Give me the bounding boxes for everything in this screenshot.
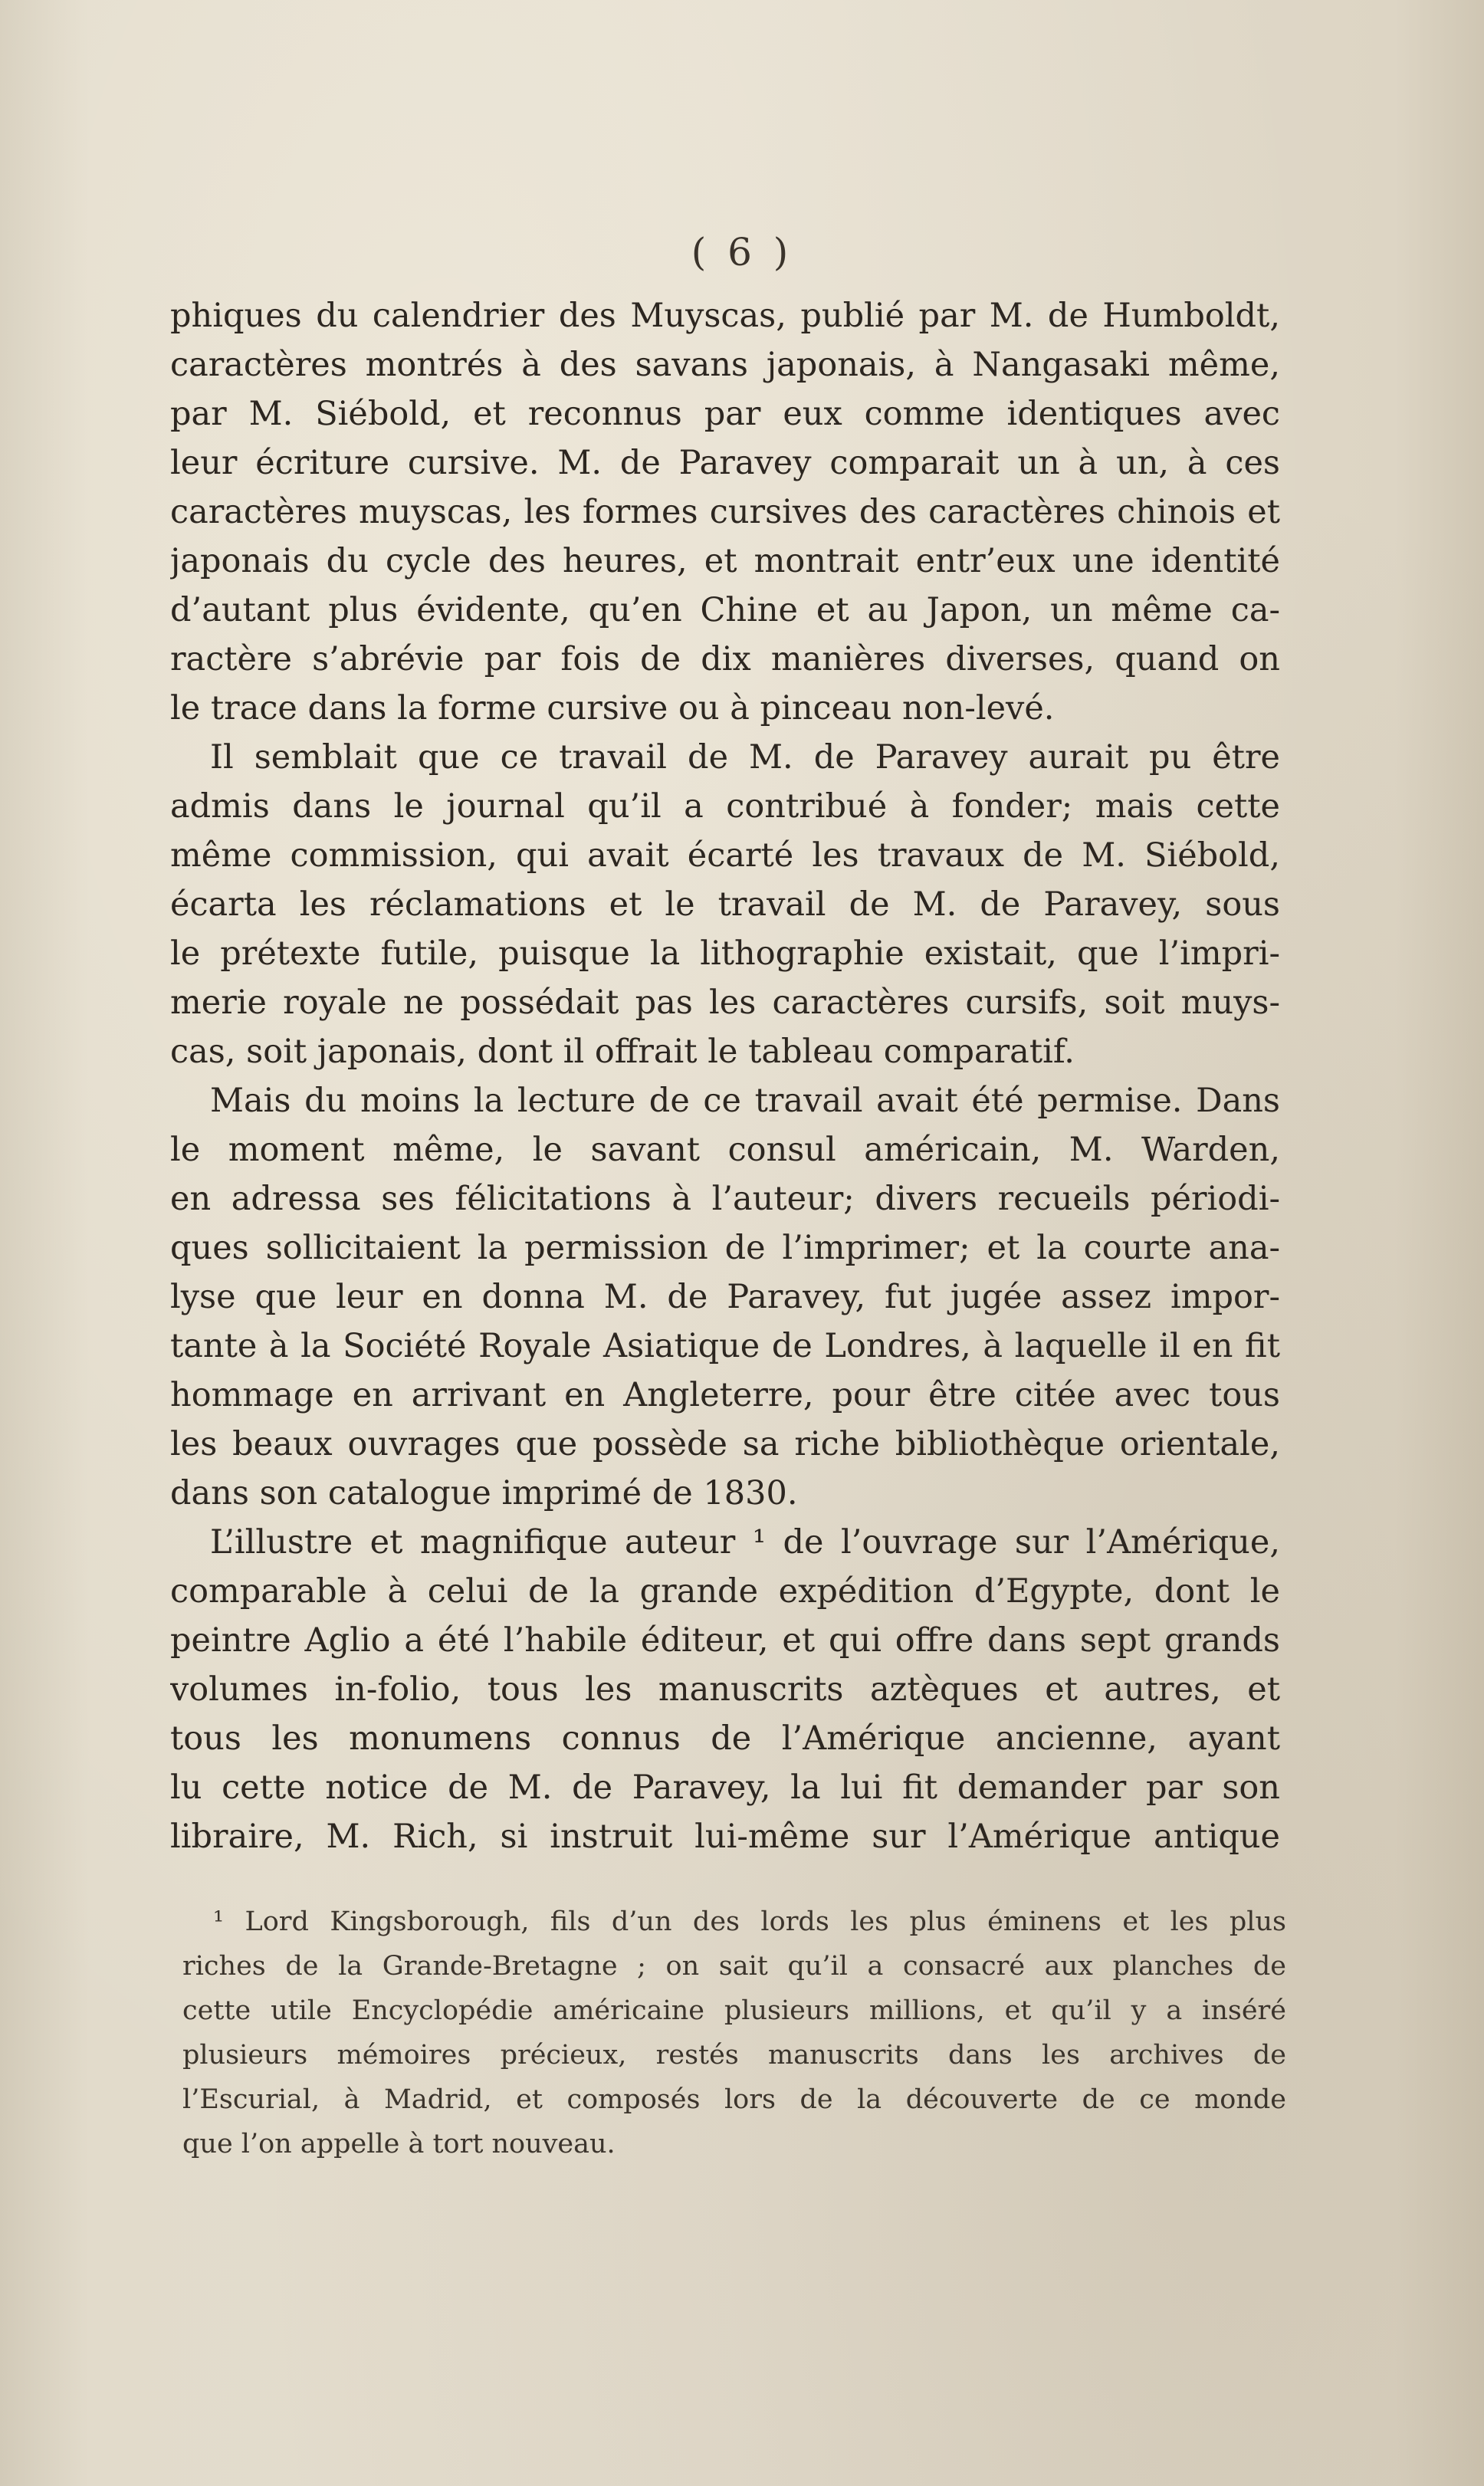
text-line: ques sollicitaient la permission de l’imprimer; et la courte ana-	[170, 1229, 1280, 1267]
text-line: lu cette notice de M. de Paravey, la lui fit demander par son	[170, 1768, 1280, 1807]
text-line: même commission, qui avait écarté les travaux de M. Siébold,	[170, 836, 1280, 875]
body-text	[170, 291, 1280, 1861]
text-line: cas, soit japonais, dont il offrait le tableau comparatif.	[170, 1033, 1075, 1071]
text-line: phiques du calendrier des Muyscas, publié par M. de Humboldt,	[170, 297, 1280, 335]
paragraph-start-line: L’illustre et magnifique auteur ¹ de l’ouvrage sur l’Amérique,	[210, 1523, 1280, 1562]
text-line: japonais du cycle des heures, et montrait entr’eux une identité	[170, 542, 1280, 580]
text-line: par M. Siébold, et reconnus par eux comme identiques avec	[170, 395, 1280, 433]
text-line: hommage en arrivant en Angleterre, pour être citée avec tous	[170, 1376, 1280, 1414]
footnote-line: que l’on appelle à tort nouveau.	[182, 2129, 616, 2159]
text-line: tous les monumens connus de l’Amérique ancienne, ayant	[170, 1719, 1280, 1758]
text-line: dans son catalogue imprimé de 1830.	[170, 1474, 798, 1512]
paragraph-start-line: Mais du moins la lecture de ce travail avait été permise. Dans	[210, 1082, 1280, 1120]
text-line: écarta les réclamations et le travail de M. de Paravey, sous	[170, 885, 1280, 924]
text-line: peintre Aglio a été l’habile éditeur, et qui offre dans sept grands	[170, 1621, 1280, 1660]
footnote-line: plusieurs mémoires précieux, restés manuscrits dans les archives de	[182, 2040, 1286, 2071]
page-number: ( 6 )	[691, 230, 793, 274]
text-line: le prétexte futile, puisque la lithographie existait, que l’impri-	[170, 934, 1280, 973]
text-line: admis dans le journal qu’il a contribué à fonder; mais cette	[170, 787, 1280, 826]
footnote-line: ¹ Lord Kingsborough, fils d’un des lords les plus éminens et les plus	[213, 1906, 1286, 1937]
text-line: caractères muyscas, les formes cursives des caractères chinois et	[170, 493, 1280, 531]
text-line: leur écriture cursive. M. de Paravey comparait un à un, à ces	[170, 444, 1280, 482]
text-line: ractère s’abrévie par fois de dix manières diverses, quand on	[170, 640, 1280, 678]
text-line: caractères montrés à des savans japonais, à Nangasaki même,	[170, 346, 1280, 384]
text-line: d’autant plus évidente, qu’en Chine et au Japon, un même ca-	[170, 591, 1280, 629]
text-line: tante à la Société Royale Asiatique de Londres, à laquelle il en fit	[170, 1327, 1280, 1365]
text-line: le moment même, le savant consul américain, M. Warden,	[170, 1131, 1280, 1169]
footnote-line: riches de la Grande-Bretagne ; on sait qu’il a consacré aux planches de	[182, 1951, 1286, 1982]
text-line: volumes in-folio, tous les manuscrits aztèques et autres, et	[170, 1670, 1280, 1709]
text-line: lyse que leur en donna M. de Paravey, fut jugée assez impor-	[170, 1278, 1280, 1316]
footnote-line: cette utile Encyclopédie américaine plusieurs millions, et qu’il y a inséré	[182, 1995, 1286, 2026]
text-line: le trace dans la forme cursive ou à pinceau non-levé.	[170, 689, 1055, 727]
text-line: les beaux ouvrages que possède sa riche bibliothèque orientale,	[170, 1425, 1280, 1463]
text-line: en adressa ses félicitations à l’auteur; divers recueils périodi-	[170, 1180, 1280, 1218]
text-line: libraire, M. Rich, si instruit lui-même sur l’Amérique antique	[170, 1818, 1280, 1856]
text-line: merie royale ne possédait pas les caractères cursifs, soit muys-	[170, 984, 1280, 1022]
paragraph-start-line: Il semblait que ce travail de M. de Paravey aurait pu être	[210, 738, 1280, 777]
footnote-block	[182, 1900, 1286, 2166]
footnote-line: l’Escurial, à Madrid, et composés lors de la découverte de ce monde	[182, 2084, 1286, 2115]
text-line: comparable à celui de la grande expédition d’Egypte, dont le	[170, 1572, 1280, 1611]
